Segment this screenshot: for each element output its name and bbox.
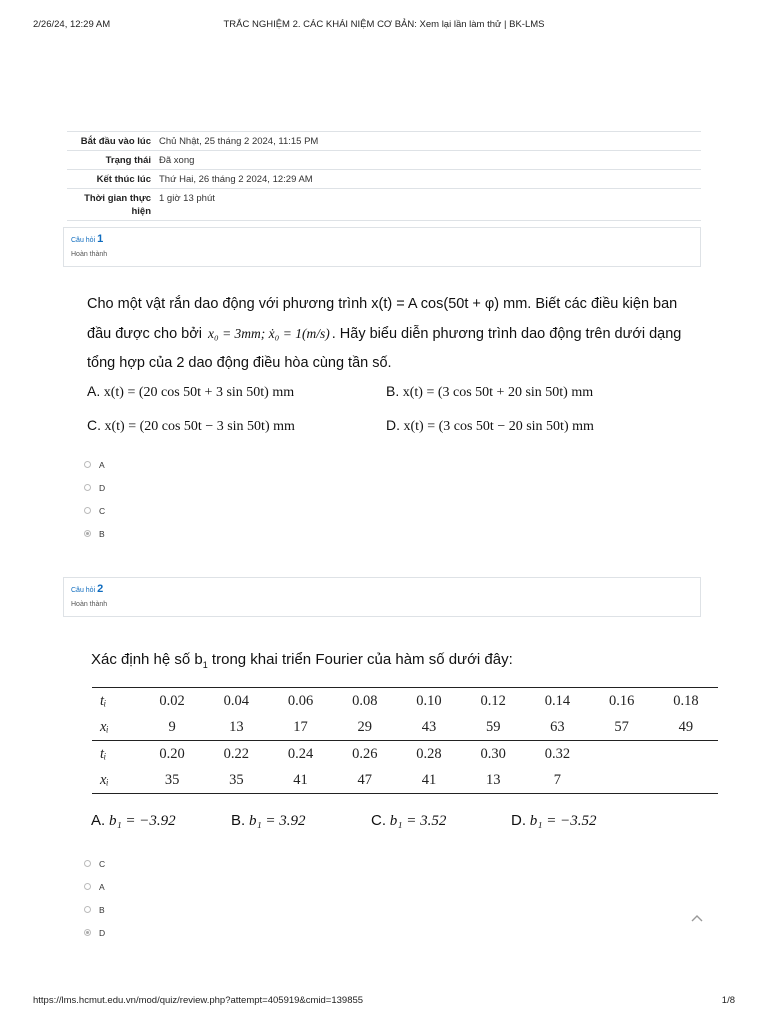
answer-label: C: [99, 505, 106, 516]
table-cell: [590, 767, 654, 794]
table-cell: 0.32: [544, 745, 571, 762]
q2-option-c: [371, 812, 446, 830]
table-cell: 59: [461, 714, 525, 741]
question-label: Câu hỏi: [71, 237, 96, 244]
table-row: [92, 688, 718, 715]
q1-option-c: [87, 417, 295, 435]
option-formula: b₁ = 3.52: [389, 813, 447, 829]
option-letter: D.: [386, 417, 400, 433]
radio-button-selected[interactable]: [84, 530, 91, 537]
table-cell: 41: [421, 771, 437, 788]
option-formula: b₁ = −3.92: [108, 813, 176, 829]
table-cell: 0.10: [416, 692, 442, 709]
q1-answer-list: [84, 453, 105, 545]
print-header: [33, 19, 735, 33]
table-cell: [654, 767, 718, 794]
attempt-summary: [67, 131, 701, 221]
print-url: https://lms.hcmut.edu.vn/mod/quiz/review.php?attempt=405919&cmid=139855: [33, 995, 364, 1006]
answer-choice[interactable]: [84, 499, 105, 522]
summary-value: 1 giờ 13 phút: [159, 193, 215, 204]
question-text-segment: đầu được cho bởi: [87, 326, 202, 342]
summary-label: Kết thúc lúc: [96, 174, 151, 185]
row-header: xᵢ: [92, 714, 140, 741]
question-number: [71, 583, 103, 595]
answer-label: A: [99, 459, 105, 470]
row-header: tᵢ: [100, 692, 107, 709]
radio-button[interactable]: [84, 507, 91, 514]
table-cell: 17: [268, 714, 332, 741]
option-formula: x(t) = (20 cos 50t + 3 sin 50t) mm: [103, 385, 295, 400]
radio-button[interactable]: [84, 906, 91, 913]
question-number-value: 2: [97, 583, 104, 595]
table-cell: 41: [293, 771, 308, 788]
answer-choice[interactable]: [84, 898, 105, 921]
option-letter: C.: [371, 812, 386, 829]
summary-label: Bắt đầu vào lúc: [80, 136, 151, 147]
question-text-subscript: 1: [202, 660, 208, 670]
answer-choice[interactable]: [84, 522, 105, 545]
table-cell: 63: [525, 714, 589, 741]
question-state: Hoàn thành: [71, 601, 108, 608]
radio-button-selected[interactable]: [84, 929, 91, 936]
option-formula: b₁ = −3.52: [529, 813, 597, 829]
table-cell: 0.02: [159, 692, 185, 709]
radio-button[interactable]: [84, 860, 91, 867]
option-formula: x(t) = (20 cos 50t − 3 sin 50t) mm: [104, 419, 295, 434]
question-label: Câu hỏi: [71, 587, 96, 594]
answer-label: A: [99, 881, 105, 892]
option-formula: b₁ = 3.92: [248, 813, 306, 829]
q1-option-b: [386, 383, 593, 401]
q2-answer-list: [84, 852, 105, 944]
summary-label: Thời gian thực hiện: [84, 193, 151, 217]
option-letter: A.: [91, 812, 106, 829]
table-cell: 13: [204, 714, 268, 741]
table-cell: [590, 741, 654, 768]
table-cell: 0.30: [480, 745, 506, 762]
fourier-data-table: [92, 687, 718, 794]
table-cell: 0.28: [416, 745, 442, 762]
answer-label: C: [99, 858, 106, 869]
row-header: tᵢ: [100, 745, 107, 762]
summary-row-finished: [67, 170, 701, 189]
table-row: [92, 767, 718, 794]
table-cell: 47: [357, 771, 373, 788]
table-row: [92, 741, 718, 768]
q2-option-b: [231, 812, 306, 830]
table-cell: 35: [229, 771, 244, 788]
initial-conditions-formula: x₀ = 3mm; ẋ₀ = 1(m/s): [208, 326, 330, 341]
question-2-text: [91, 645, 513, 680]
option-formula: x(t) = (3 cos 50t + 20 sin 50t) mm: [402, 385, 594, 400]
answer-label: B: [99, 528, 105, 539]
print-page-number: 1/8: [721, 995, 735, 1006]
table-cell: 7: [553, 771, 562, 788]
row-header: xᵢ: [100, 771, 109, 788]
question-1-info: [63, 227, 701, 267]
answer-label: D: [99, 482, 106, 493]
table-cell: 0.26: [352, 745, 378, 762]
print-footer: [33, 995, 735, 1009]
table-cell: 0.20: [159, 745, 185, 762]
table-cell: 0.08: [352, 692, 378, 709]
question-number-value: 1: [97, 233, 104, 245]
table-cell: 0.22: [223, 745, 250, 762]
option-letter: B.: [386, 383, 400, 399]
summary-row-time-taken: [67, 189, 701, 221]
table-cell: 0.12: [480, 692, 506, 709]
q1-option-d: [386, 417, 594, 435]
table-cell: 0.14: [544, 692, 571, 709]
question-text-line: Cho một vật rắn dao động với phương trình x(t) = A cos(50t + φ) mm. Biết các điều kiện ban: [87, 296, 678, 312]
answer-choice[interactable]: [84, 453, 105, 476]
option-letter: B.: [231, 812, 246, 829]
question-text-segment: Xác định hệ số b: [91, 651, 203, 668]
option-letter: C.: [87, 417, 101, 433]
summary-value: Chủ Nhật, 25 tháng 2 2024, 11:15 PM: [159, 136, 319, 147]
q2-option-a: [91, 812, 176, 830]
table-cell: 35: [164, 771, 180, 788]
table-cell: 49: [654, 714, 718, 741]
summary-label: Trạng thái: [105, 155, 151, 166]
question-text-segment: . Hãy biểu diễn phương trình dao động trên dưới dạng: [331, 326, 682, 342]
option-letter: D.: [511, 812, 526, 829]
table-row: [92, 714, 718, 741]
answer-choice[interactable]: [84, 875, 105, 898]
chevron-up-icon[interactable]: [690, 912, 704, 924]
table-cell: 29: [333, 714, 397, 741]
summary-row-started: [67, 132, 701, 151]
answer-choice[interactable]: [84, 921, 105, 944]
question-text-segment: trong khai triển Fourier của hàm số dưới đây:: [207, 651, 513, 668]
table-cell: 0.16: [608, 692, 635, 709]
answer-label: B: [99, 904, 105, 915]
question-number: [71, 233, 103, 245]
table-cell: 43: [397, 714, 461, 741]
q1-option-a: [87, 383, 294, 401]
option-letter: A.: [87, 383, 101, 399]
question-state: Hoàn thành: [71, 251, 108, 258]
question-text-line: tổng hợp của 2 dao động điều hòa cùng tần số.: [87, 355, 392, 371]
question-1-text: [87, 290, 707, 378]
table-cell: 0.06: [287, 692, 314, 709]
table-cell: [654, 741, 718, 768]
table-cell: 0.18: [673, 692, 699, 709]
radio-button[interactable]: [84, 461, 91, 468]
print-title: TRẮC NGHIỆM 2. CÁC KHÁI NIỆM CƠ BẢN: Xem lại lần làm thử | BK-LMS: [223, 19, 545, 30]
radio-button[interactable]: [84, 484, 91, 491]
table-cell: 9: [140, 714, 204, 741]
table-cell: 0.04: [223, 692, 250, 709]
option-formula: x(t) = (3 cos 50t − 20 sin 50t) mm: [403, 419, 594, 434]
radio-button[interactable]: [84, 883, 91, 890]
question-text-line: [87, 319, 707, 349]
print-datetime: 2/26/24, 12:29 AM: [33, 19, 111, 30]
answer-choice[interactable]: [84, 476, 105, 499]
table-cell: 0.24: [287, 745, 314, 762]
summary-value: Thứ Hai, 26 tháng 2 2024, 12:29 AM: [159, 174, 313, 185]
table-cell: 57: [590, 714, 654, 741]
summary-value: Đã xong: [159, 155, 195, 166]
table-cell: 13: [485, 771, 501, 788]
answer-label: D: [99, 927, 106, 938]
question-2-info: [63, 577, 701, 617]
answer-choice[interactable]: [84, 852, 105, 875]
summary-row-state: [67, 151, 701, 170]
q2-option-d: [511, 812, 596, 830]
